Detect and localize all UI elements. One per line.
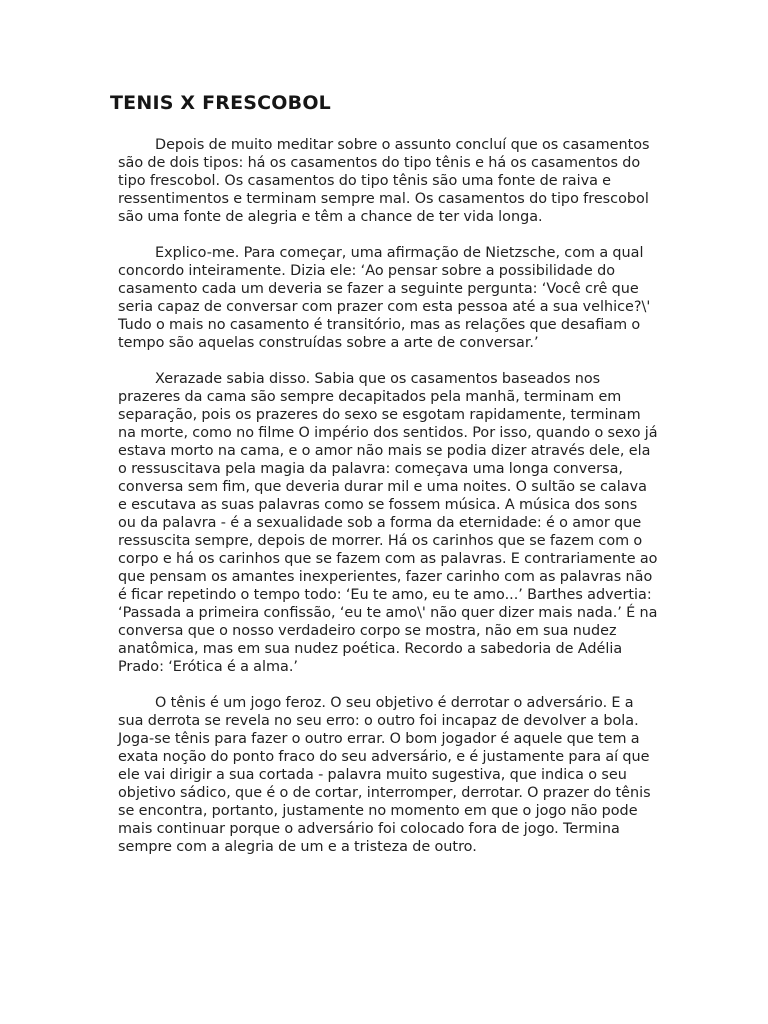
paragraph-3: Xerazade sabia disso. Sabia que os casamentos baseados nos prazeres da cama são sempre decapitados pela manhã, terminam em separação, pois os prazeres do sexo se esgotam rapidamente, terminam na morte, como no filme O império dos sentidos. Por isso, quando o sexo já estava morto na cama, e o amor não mais se podia dizer através dele, ela o ressuscitava pela magia da palavra: começava uma longa conversa, conversa sem fim, que deveria durar mil e uma noites. O sultão se calava e escutava as suas palavras como se fossem música. A música dos sons ou da palavra - é a sexualidade sob a forma da eternidade: é o amor que ressuscita sempre, depois de morrer. Há os carinhos que se fazem com o corpo e há os carinhos que se fazem com as palavras. E contrariamente ao que pensam os amantes inexperientes, fazer carinho com as palavras não é ficar repetindo o tempo todo: ‘Eu te amo, eu te amo...’ Barthes advertia: ‘Passada a primeira confissão, ‘eu te amo\' não quer dizer mais nada.’ É na conversa que o nosso verdadeiro corpo se mostra, não em sua nudez anatômica, mas em sua nudez poética. Recordo a sabedoria de Adélia Prado: ‘Erótica é a alma.’ [118,371,658,675]
paragraph-2: Explico-me. Para começar, uma afirmação de Nietzsche, com a qual concordo inteiramente. Dizia ele: ‘Ao pensar sobre a possibilidade do casamento cada um deveria se fazer a seguinte pergunta: ‘Você crê que seria capaz de conversar com prazer com esta pessoa até a sua velhice?\' Tudo o mais no casamento é transitório, mas as relações que desafiam o tempo são aquelas construídas sobre a arte de conversar.’ [118,245,651,351]
document-title: TENIS X FRESCOBOL [110,92,331,114]
paragraph-4: O tênis é um jogo feroz. O seu objetivo é derrotar o adversário. E a sua derrota se revela no seu erro: o outro foi incapaz de devolver a bola. Joga-se tênis para fazer o outro errar. O bom jogador é aquele que tem a exata noção do ponto fraco do seu adversário, e é justamente para aí que ele vai dirigir a sua cortada - palavra muito sugestiva, que indica o seu objetivo sádico, que é o de cortar, interromper, derrotar. O prazer do tênis se encontra, portanto, justamente no momento em que o jogo não pode mais continuar porque o adversário foi colocado fora de jogo. Termina sempre com a alegria de um e a tristeza de outro. [118,695,651,855]
paragraph-1: Depois de muito meditar sobre o assunto concluí que os casamentos são de dois tipos: há os casamentos do tipo tênis e há os casamentos do tipo frescobol. Os casamentos do tipo tênis são uma fonte de raiva e ressentimentos e terminam sempre mal. Os casamentos do tipo frescobol são uma fonte de alegria e têm a chance de ter vida longa. [118,137,650,225]
document-body [118,136,658,874]
